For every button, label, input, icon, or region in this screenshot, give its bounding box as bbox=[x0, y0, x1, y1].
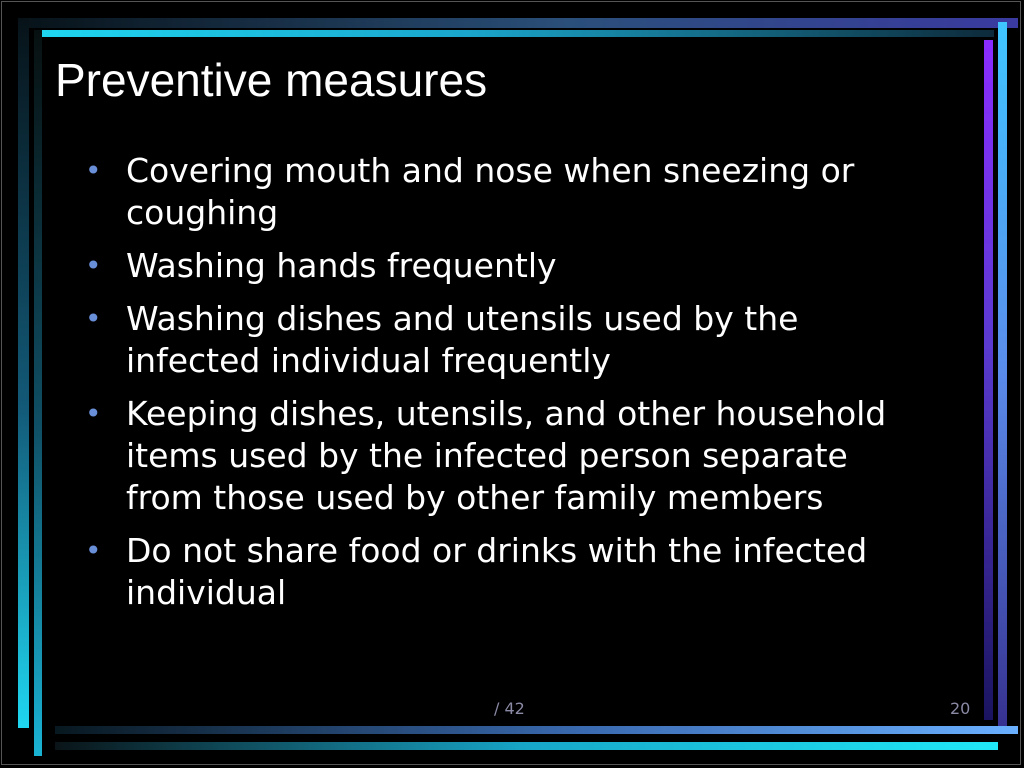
bullet-item bbox=[85, 150, 935, 234]
bullet-text: Washing dishes and utensils used by the infected individual frequently bbox=[126, 299, 799, 380]
decorative-bar-top-inner bbox=[34, 30, 994, 37]
decorative-bar-left-outer bbox=[18, 18, 29, 728]
bullet-item bbox=[85, 393, 935, 519]
bullet-text: Keeping dishes, utensils, and other household items used by the infected person separate from those used by other family members bbox=[126, 394, 887, 517]
decorative-bar-right-outer bbox=[998, 22, 1007, 730]
bullet-icon: • bbox=[85, 249, 102, 282]
bullet-text: Covering mouth and nose when sneezing or coughing bbox=[126, 151, 855, 232]
slide-title: Preventive measures bbox=[55, 54, 488, 106]
bullet-item bbox=[85, 298, 935, 382]
bullet-icon: • bbox=[85, 397, 102, 430]
bullet-icon: • bbox=[85, 534, 102, 567]
decorative-bar-bottom-inner bbox=[55, 742, 998, 750]
decorative-bar-top-outer bbox=[18, 18, 1018, 28]
bullet-icon: • bbox=[85, 154, 102, 187]
decorative-bar-right-inner bbox=[984, 40, 993, 720]
bullet-icon: • bbox=[85, 302, 102, 335]
decorative-bar-bottom-outer bbox=[55, 726, 1018, 734]
decorative-bar-left-inner bbox=[34, 30, 42, 756]
bullet-text: Washing hands frequently bbox=[126, 246, 557, 285]
bullet-item bbox=[85, 530, 935, 614]
bullet-text: Do not share food or drinks with the infected individual bbox=[126, 531, 868, 612]
footer-page-total: / 42 bbox=[494, 699, 525, 718]
bullet-item bbox=[85, 245, 935, 287]
slide-number: 20 bbox=[950, 699, 971, 718]
bullet-list bbox=[85, 150, 935, 625]
